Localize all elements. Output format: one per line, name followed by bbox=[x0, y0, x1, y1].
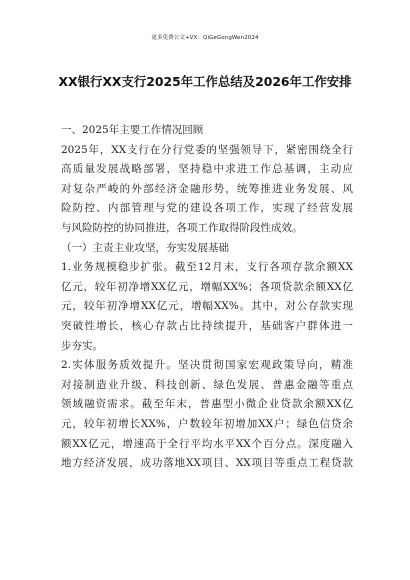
paragraph-line: 高质量发展战略部署，坚持稳中求进工作总基调，主动应 bbox=[61, 163, 353, 176]
paragraph-line: 1.业务规模稳步扩张。截至12月末，支行各项存款余额XX bbox=[61, 261, 353, 274]
paragraph-line: 领域融资需求。截至年末，普惠型小微企业贷款余额XX亿 bbox=[61, 398, 353, 411]
section-heading: 一、2025年主要工作情况回顾 bbox=[61, 124, 204, 136]
paragraph-line: 对复杂严峻的外部经济金融形势，统筹推进业务发展、风 bbox=[61, 182, 353, 195]
paragraph-line: 与风险防控的协同推进，各项工作取得阶段性成效。 bbox=[61, 221, 303, 234]
document-title: XX银行XX支行2025年工作总结及2026年工作安排 bbox=[58, 74, 352, 89]
paragraph-line: 步夯实。 bbox=[61, 339, 103, 352]
paragraph-line: 元，较年初增长XX%，户数较年初增加XX户；绿色信贷余 bbox=[61, 417, 353, 430]
paragraph-line: 亿元，较年初净增XX亿元，增幅XX%；各项贷款余额XX亿 bbox=[61, 280, 353, 293]
paragraph-line: 额XX亿元，增速高于全行平均水平XX个百分点。深度融入 bbox=[61, 437, 353, 450]
paragraph-line: 元，较年初净增XX亿元，增幅XX%。其中，对公存款实现 bbox=[61, 300, 353, 313]
paragraph-line: 地方经济发展，成功落地XX项目、XX项目等重点工程贷款 bbox=[61, 457, 353, 470]
header-watermark: 更多免费公文+VX：QiGeGongWen2024 bbox=[151, 35, 259, 41]
document-body bbox=[61, 121, 353, 474]
paragraph-line: 对接制造业升级、科技创新、绿色发展、普惠金融等重点 bbox=[61, 378, 353, 391]
section-heading: （一）主责主业攻坚，夯实发展基础 bbox=[61, 241, 229, 254]
paragraph-line: 2.实体服务质效提升。坚决贯彻国家宏观政策导向，精准 bbox=[61, 359, 353, 372]
paragraph-line: 险防控、内部管理与党的建设各项工作，实现了经营发展 bbox=[61, 202, 353, 215]
paragraph-line: 突破性增长，核心存款占比持续提升，基础客户群体进一 bbox=[61, 319, 353, 332]
paragraph-line: 2025年，XX支行在分行党委的坚强领导下，紧密围绕全行 bbox=[61, 143, 353, 156]
